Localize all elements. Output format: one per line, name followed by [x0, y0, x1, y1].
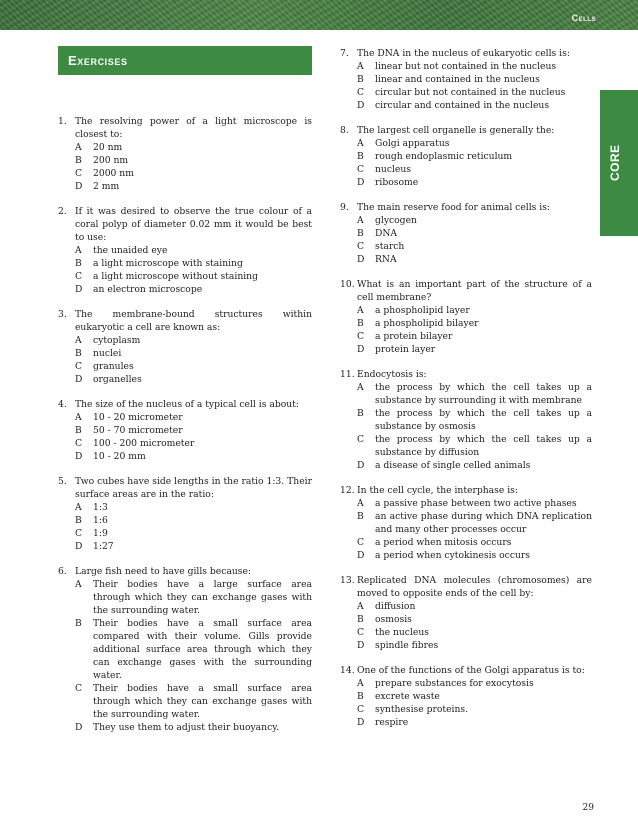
answer-option	[340, 639, 592, 652]
question-stem	[58, 475, 312, 501]
option-letter: B	[75, 618, 82, 629]
option-letter: B	[357, 228, 364, 239]
option-text: linear but not contained in the nucleus	[375, 61, 557, 72]
option-text: a phospholipid bilayer	[375, 318, 479, 329]
question-number: 14.	[340, 665, 355, 676]
option-text: Their bodies have a small surface area through which they can exchange gases with the surrounding water.	[93, 683, 312, 720]
question-text: One of the functions of the Golgi apparatus is to:	[357, 665, 585, 676]
option-letter: C	[75, 168, 83, 179]
option-text: a disease of single celled animals	[375, 460, 531, 471]
question-number: 2.	[58, 206, 67, 217]
question-stem	[340, 278, 592, 304]
question-number: 11.	[340, 369, 355, 380]
option-text: rough endoplasmic reticulum	[375, 151, 513, 162]
option-text: They use them to adjust their buoyancy.	[93, 722, 280, 733]
answer-option	[340, 253, 592, 266]
option-letter: D	[357, 254, 365, 265]
answer-option	[58, 360, 312, 373]
option-letter: D	[75, 181, 83, 192]
option-text: nuclei	[93, 348, 122, 359]
option-text: a period when cytokinesis occurs	[375, 550, 530, 561]
option-letter: B	[357, 408, 364, 419]
question-number: 5.	[58, 476, 67, 487]
option-text: a passive phase between two active phases	[375, 498, 577, 509]
answer-option	[58, 514, 312, 527]
option-letter: A	[75, 579, 82, 590]
answer-option	[340, 613, 592, 626]
question-number: 3.	[58, 309, 67, 320]
option-letter: C	[75, 528, 83, 539]
option-text: 100 - 200 micrometer	[93, 438, 195, 449]
option-letter: A	[75, 335, 82, 346]
option-letter: D	[357, 177, 365, 188]
question	[58, 475, 312, 553]
answer-option	[340, 459, 592, 472]
option-letter: C	[75, 271, 83, 282]
option-text: Their bodies have a small surface area compared with their volume. Gills provide additional surface area through which they can exchange gases with the surrounding water.	[93, 618, 312, 681]
option-letter: A	[357, 601, 364, 612]
option-text: circular and contained in the nucleus	[375, 100, 550, 111]
option-text: a protein bilayer	[375, 331, 453, 342]
answer-option	[340, 381, 592, 407]
option-letter: C	[357, 627, 365, 638]
question	[58, 565, 312, 734]
answer-option	[340, 137, 592, 150]
question	[58, 308, 312, 386]
answer-option	[340, 626, 592, 639]
option-letter: C	[357, 434, 365, 445]
core-side-tab	[600, 90, 638, 236]
answer-option	[58, 578, 312, 617]
left-column	[58, 115, 312, 746]
question-text: Large fish need to have gills because:	[75, 566, 252, 577]
option-letter: B	[357, 151, 364, 162]
question-number: 4.	[58, 399, 67, 410]
option-letter: D	[357, 640, 365, 651]
option-letter: D	[75, 541, 83, 552]
question-stem	[340, 664, 592, 677]
option-letter: D	[357, 550, 365, 561]
question	[340, 47, 592, 112]
answer-option	[58, 721, 312, 734]
answer-option	[58, 257, 312, 270]
answer-option	[58, 540, 312, 553]
question-stem	[340, 574, 592, 600]
question-text: The DNA in the nucleus of eukaryotic cells is:	[357, 48, 570, 59]
question-number: 10.	[340, 279, 355, 290]
answer-option	[58, 244, 312, 257]
option-text: glycogen	[375, 215, 417, 226]
question-text: The main reserve food for animal cells is:	[357, 202, 551, 213]
page-number: 29	[582, 803, 594, 813]
question-stem	[340, 484, 592, 497]
answer-option	[340, 99, 592, 112]
option-text: the process by which the cell takes up a substance by surrounding it with membrane	[375, 382, 592, 406]
answer-option	[58, 617, 312, 682]
question-number: 6.	[58, 566, 67, 577]
question-text: Two cubes have side lengths in the ratio 1:3. Their surface areas are in the ratio:	[75, 476, 312, 500]
answer-option	[340, 677, 592, 690]
answer-option	[340, 510, 592, 536]
question	[58, 205, 312, 296]
option-text: DNA	[375, 228, 398, 239]
option-text: 200 nm	[93, 155, 129, 166]
answer-option	[340, 150, 592, 163]
right-column	[340, 47, 592, 741]
option-text: 1:6	[93, 515, 108, 526]
option-letter: A	[357, 215, 364, 226]
answer-option	[58, 141, 312, 154]
question-number: 1.	[58, 116, 67, 127]
question	[340, 124, 592, 189]
option-text: 1:9	[93, 528, 108, 539]
question	[340, 368, 592, 472]
question-text: The largest cell organelle is generally the:	[357, 125, 555, 136]
answer-option	[58, 167, 312, 180]
option-text: 20 nm	[93, 142, 123, 153]
option-letter: A	[75, 412, 82, 423]
option-letter: B	[357, 614, 364, 625]
question-number: 8.	[340, 125, 349, 136]
option-text: excrete waste	[375, 691, 440, 702]
option-text: 10 - 20 mm	[93, 451, 146, 462]
question-text: In the cell cycle, the interphase is:	[357, 485, 518, 496]
question-stem	[340, 124, 592, 137]
question	[340, 278, 592, 356]
option-text: a light microscope without staining	[93, 271, 258, 282]
answer-option	[58, 424, 312, 437]
question	[58, 398, 312, 463]
option-letter: A	[357, 138, 364, 149]
question-text: The resolving power of a light microscope is closest to:	[75, 116, 312, 140]
option-text: Their bodies have a large surface area through which they can exchange gases with the surrounding water.	[93, 579, 312, 616]
option-text: a phospholipid layer	[375, 305, 470, 316]
question-text: The membrane-bound structures within eukaryotic a cell are known as:	[75, 309, 312, 333]
question-number: 9.	[340, 202, 349, 213]
core-tab-label: CORE	[608, 144, 622, 182]
option-text: 1:27	[93, 541, 114, 552]
option-letter: C	[75, 683, 83, 694]
answer-option	[340, 716, 592, 729]
answer-option	[58, 411, 312, 424]
option-letter: D	[357, 100, 365, 111]
question-stem	[58, 205, 312, 244]
option-letter: A	[357, 305, 364, 316]
option-letter: C	[357, 241, 365, 252]
option-text: the process by which the cell takes up a substance by diffusion	[375, 434, 592, 458]
option-text: linear and contained in the nucleus	[375, 74, 540, 85]
answer-option	[58, 450, 312, 463]
answer-option	[58, 154, 312, 167]
question-number: 13.	[340, 575, 355, 586]
option-letter: A	[357, 678, 364, 689]
option-letter: A	[357, 382, 364, 393]
question-stem	[58, 398, 312, 411]
option-text: granules	[93, 361, 134, 372]
option-letter: B	[357, 511, 364, 522]
option-text: the nucleus	[375, 627, 429, 638]
header-band	[0, 0, 638, 30]
option-letter: C	[357, 87, 365, 98]
answer-option	[340, 433, 592, 459]
option-text: a period when mitosis occurs	[375, 537, 512, 548]
answer-option	[58, 347, 312, 360]
option-text: an active phase during which DNA replication and many other processes occur	[375, 511, 592, 535]
option-letter: C	[357, 331, 365, 342]
question	[58, 115, 312, 193]
question	[340, 484, 592, 562]
option-text: organelles	[93, 374, 142, 385]
option-letter: D	[75, 284, 83, 295]
option-letter: A	[75, 142, 82, 153]
option-text: synthesise proteins.	[375, 704, 469, 715]
answer-option	[340, 690, 592, 703]
question	[340, 574, 592, 652]
option-letter: D	[357, 460, 365, 471]
option-letter: B	[75, 348, 82, 359]
question-stem	[340, 368, 592, 381]
option-letter: A	[75, 502, 82, 513]
option-letter: B	[357, 74, 364, 85]
option-letter: D	[75, 451, 83, 462]
answer-option	[340, 227, 592, 240]
answer-option	[340, 703, 592, 716]
option-letter: D	[75, 374, 83, 385]
answer-option	[58, 270, 312, 283]
option-text: 2 mm	[93, 181, 120, 192]
answer-option	[340, 163, 592, 176]
answer-option	[58, 527, 312, 540]
question-text: Endocytosis is:	[357, 369, 427, 380]
option-letter: B	[75, 258, 82, 269]
answer-option	[340, 330, 592, 343]
question-stem	[340, 201, 592, 214]
option-letter: B	[75, 425, 82, 436]
answer-option	[340, 86, 592, 99]
answer-option	[340, 240, 592, 253]
option-text: respire	[375, 717, 409, 728]
answer-option	[340, 304, 592, 317]
option-text: the unaided eye	[93, 245, 168, 256]
option-letter: A	[357, 61, 364, 72]
option-text: RNA	[375, 254, 397, 265]
question	[340, 201, 592, 266]
option-letter: A	[357, 498, 364, 509]
option-text: 50 - 70 micrometer	[93, 425, 183, 436]
option-text: an electron microscope	[93, 284, 203, 295]
answer-option	[58, 283, 312, 296]
option-text: cytoplasm	[93, 335, 141, 346]
option-letter: C	[357, 164, 365, 175]
question-stem	[340, 47, 592, 60]
answer-option	[58, 373, 312, 386]
option-text: Golgi apparatus	[375, 138, 450, 149]
option-text: nucleus	[375, 164, 411, 175]
option-text: spindle fibres	[375, 640, 439, 651]
option-letter: C	[357, 704, 365, 715]
option-text: the process by which the cell takes up a substance by osmosis	[375, 408, 592, 432]
option-text: osmosis	[375, 614, 412, 625]
answer-option	[340, 73, 592, 86]
answer-option	[340, 497, 592, 510]
question-number: 7.	[340, 48, 349, 59]
question-text: The size of the nucleus of a typical cell is about:	[75, 399, 299, 410]
answer-option	[58, 682, 312, 721]
answer-option	[58, 437, 312, 450]
option-letter: D	[357, 344, 365, 355]
answer-option	[340, 176, 592, 189]
answer-option	[340, 549, 592, 562]
option-letter: D	[357, 717, 365, 728]
option-letter: B	[75, 155, 82, 166]
answer-option	[58, 334, 312, 347]
option-text: diffusion	[375, 601, 416, 612]
question-text: What is an important part of the structure of a cell membrane?	[357, 279, 592, 303]
option-letter: C	[75, 438, 83, 449]
question-text: If it was desired to observe the true colour of a coral polyp of diameter 0.02 mm it would be best to use:	[75, 206, 312, 243]
option-text: ribosome	[375, 177, 419, 188]
question	[340, 664, 592, 729]
answer-option	[58, 501, 312, 514]
option-letter: C	[357, 537, 365, 548]
question-stem	[58, 308, 312, 334]
option-letter: B	[357, 691, 364, 702]
answer-option	[340, 60, 592, 73]
section-title-box	[58, 46, 312, 75]
question-number: 12.	[340, 485, 355, 496]
option-text: circular but not contained in the nucleus	[375, 87, 566, 98]
answer-option	[340, 536, 592, 549]
option-letter: B	[357, 318, 364, 329]
option-text: 1:3	[93, 502, 108, 513]
answer-option	[340, 407, 592, 433]
option-letter: C	[75, 361, 83, 372]
question-stem	[58, 565, 312, 578]
question-text: Replicated DNA molecules (chromosomes) are moved to opposite ends of the cell by:	[357, 575, 592, 599]
option-text: starch	[375, 241, 405, 252]
section-title: Exercises	[68, 53, 128, 68]
option-letter: A	[75, 245, 82, 256]
chapter-label: Cells	[571, 13, 596, 23]
option-letter: D	[75, 722, 83, 733]
answer-option	[340, 214, 592, 227]
option-letter: B	[75, 515, 82, 526]
answer-option	[340, 343, 592, 356]
option-text: 2000 nm	[93, 168, 134, 179]
option-text: a light microscope with staining	[93, 258, 243, 269]
answer-option	[340, 600, 592, 613]
question-stem	[58, 115, 312, 141]
option-text: 10 - 20 micrometer	[93, 412, 183, 423]
answer-option	[58, 180, 312, 193]
option-text: protein layer	[375, 344, 436, 355]
option-text: prepare substances for exocytosis	[375, 678, 534, 689]
answer-option	[340, 317, 592, 330]
